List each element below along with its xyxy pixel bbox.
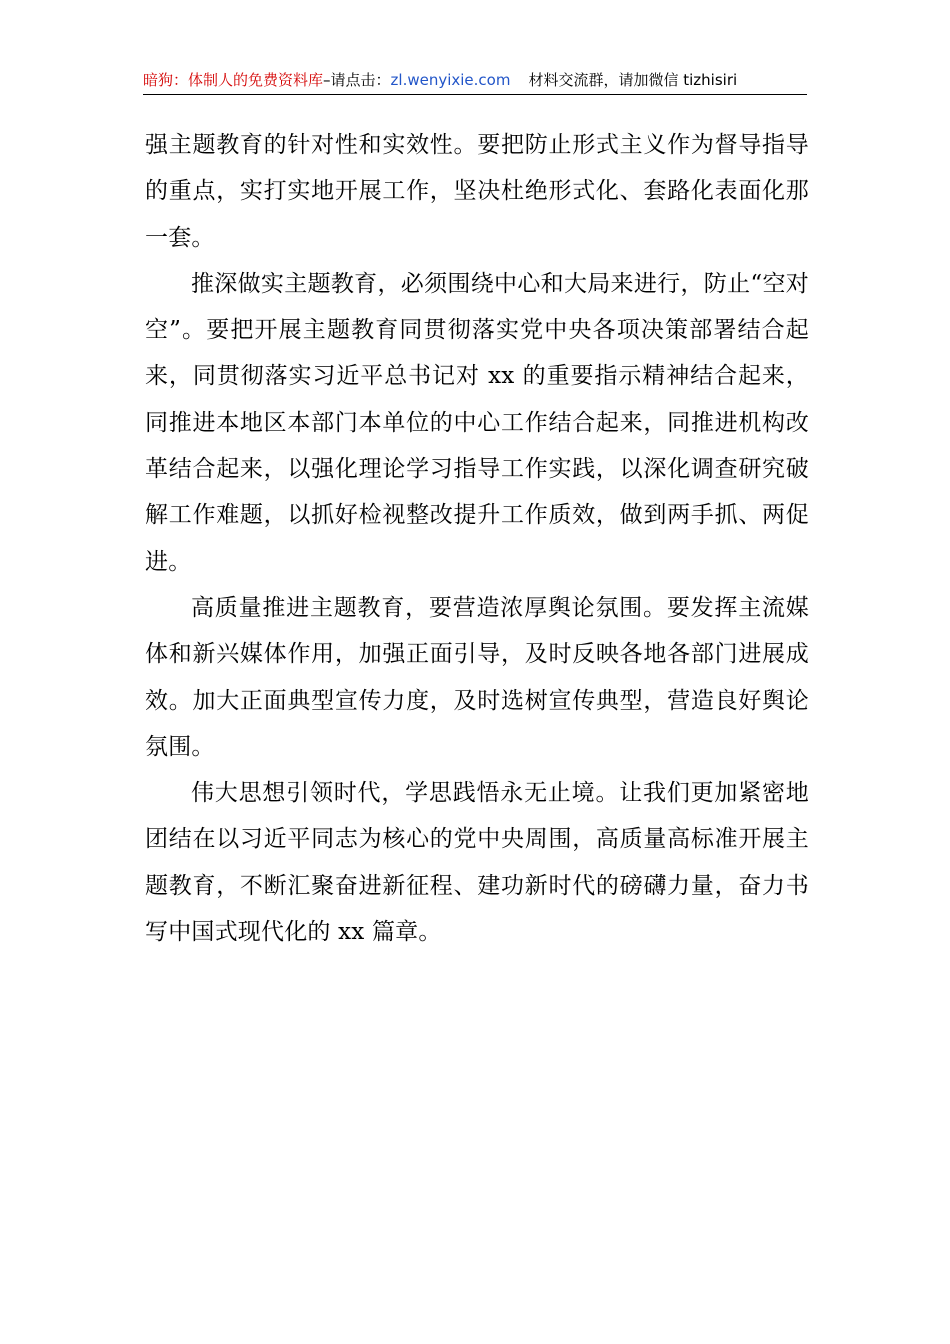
page-header xyxy=(143,66,807,95)
header-group-info: 材料交流群，请加微信 tizhisiri xyxy=(528,71,738,89)
paragraph: 伟大思想引领时代，学思践悟永无止境。让我们更加紧密地团结在以习近平同志为核心的党中央周围，高质量高标准开展主题教育，不断汇聚奋进新征程、建功新时代的磅礴力量，奋力书写中国式现代化的 xx 篇章。 xyxy=(145,780,809,946)
header-site-name: 暗狗：体制人的免费资料库 xyxy=(143,71,324,89)
paragraph-continuation: 强主题教育的针对性和实效性。要把防止形式主义作为督导指导的重点，实打实地开展工作，坚决杜绝形式化、套路化表面化那一套。 xyxy=(145,132,809,251)
paragraph: 高质量推进主题教育，要营造浓厚舆论氛围。要发挥主流媒体和新兴媒体作用，加强正面引导，及时反映各地各部门进展成效。加大正面典型宣传力度，及时选树宣传典型，营造良好舆论氛围。 xyxy=(145,594,809,760)
document-body xyxy=(145,122,809,955)
paragraph: 推深做实主题教育，必须围绕中心和大局来进行，防止“空对空”。要把开展主题教育同贯彻落实党中央各项决策部署结合起来，同贯彻落实习近平总书记对 xx 的重要指示精神结合起来，同推进本地区本部门本单位的中心工作结合起来，同推进机构改革结合起来，以强化理论学习指导工作实践，以深化调查研究破解工作难题，以抓好检视整改提升工作质效，做到两手抓、两促进。 xyxy=(145,270,809,575)
header-url-link[interactable]: zl.wenyixie.com xyxy=(390,71,511,89)
header-click-prompt: –请点击： xyxy=(323,71,391,89)
